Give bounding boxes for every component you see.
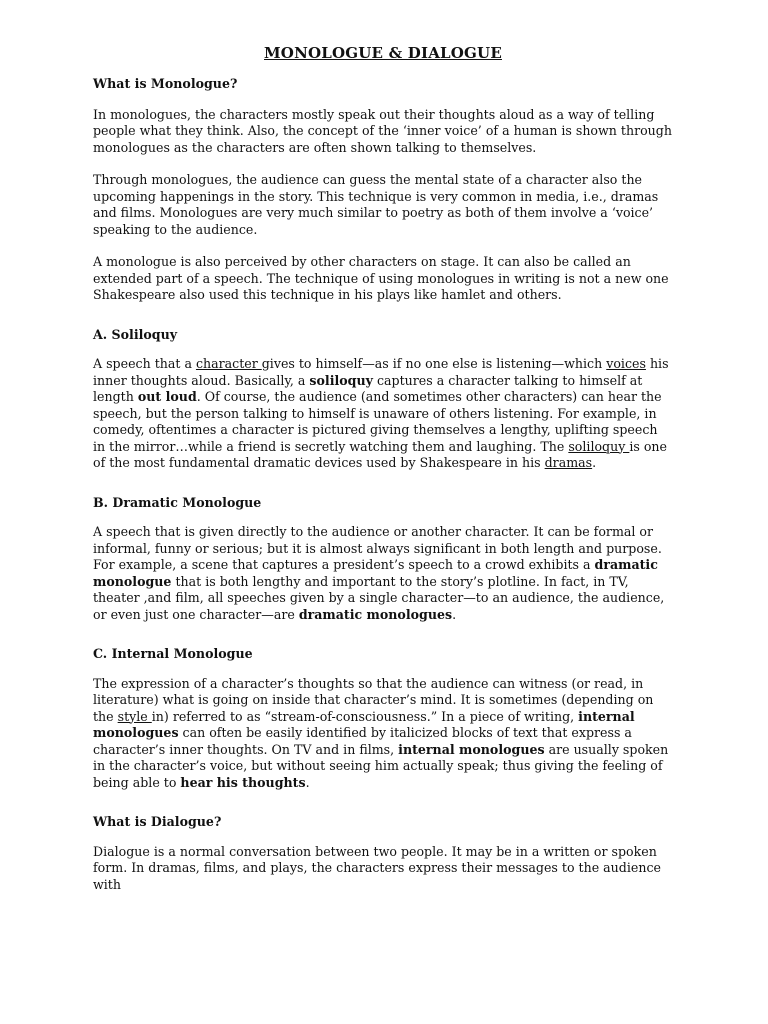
bold-term-out-loud: out loud: [137, 389, 197, 404]
heading-soliloquy: A. Soliloquy: [93, 326, 178, 342]
text-run: . Of course, the audience (and sometimes other characters) can hear the speech, but the person talking to himself is unaware of others listening. For example, in comedy, oftentimes a character is pictured giving themselves a lengthy, uplifting speech in the mirror…while a friend is secretly watching them and laughing. The: [93, 389, 662, 454]
dialogue-paragraph: Dialogue is a normal conversation between two people. It may be in a written or spoken form. In dramas, films, and plays, the characters express their messages to the audience with: [93, 843, 661, 892]
monologue-paragraph-2: Through monologues, the audience can guess the mental state of a character also the upcoming happenings in the story. This technique is very common in media, i.e., dramas and films. Monologues are very much similar to poetry as both of them involve a ‘voice’ speaking to the audience.: [93, 172, 659, 237]
bold-term-dramatic-monologue: dramatic monologue: [93, 557, 658, 589]
text-run: gives to himself—as if no one else is listening—which: [261, 356, 607, 371]
text-run: The expression of a character’s thoughts so that the audience can witness (or read, in literature) what is going on inside that character’s mind. It is sometimes (depending on the: [93, 675, 654, 724]
text-run: is one of the most fundamental dramatic devices used by Shakespeare in his: [93, 438, 667, 470]
document-page: [93, 44, 673, 893]
heading-internal-monologue: C. Internal Monologue: [93, 646, 253, 661]
soliloquy-paragraph: [93, 356, 673, 472]
text-run: A speech that is given directly to the audience or another character. It can be formal or informal, funny or serious; but it is almost always significant in both length and purpose. For example, a scene that captures a president’s speech to a crowd exhibits a: [93, 524, 662, 572]
text-run: captures a character talking to himself at length: [93, 372, 643, 404]
text-run: A speech that a: [93, 356, 196, 371]
document-title: MONOLOGUE & DIALOGUE: [264, 44, 502, 62]
text-run: .: [592, 455, 597, 470]
bold-term-internal-monologues-2: internal monologues: [398, 741, 545, 757]
bold-term-internal-monologues: internal monologues: [93, 708, 635, 740]
link-dramas[interactable]: dramas: [544, 455, 593, 470]
link-voices[interactable]: voices: [606, 356, 646, 371]
monologue-paragraph-1: In monologues, the characters mostly speak out their thoughts aloud as a way of telling people what they think. Also, the concept of the ‘inner voice’ of a human is shown through monologues as the characters are often shown talking to themselves.: [93, 106, 672, 155]
text-run: that is both lengthy and important to the story’s plotline. In fact, in TV, theater ,and film, all speeches given by a single character—to an audience, the audience, or even just one character—are: [93, 573, 665, 622]
link-character[interactable]: character: [195, 356, 262, 371]
bold-term-hear-his-thoughts: hear his thoughts: [180, 774, 306, 790]
dramatic-monologue-paragraph: [93, 524, 673, 623]
text-run: his inner thoughts aloud. Basically, a: [93, 356, 669, 388]
bold-term-soliloquy: soliloquy: [309, 372, 373, 388]
link-soliloquy[interactable]: soliloquy: [568, 438, 630, 454]
text-run: .: [452, 606, 457, 622]
heading-what-is-monologue: What is Monologue?: [93, 76, 238, 91]
text-run: are usually spoken in the character’s voice, but without seeing him actually speak; thus giving the feeling of being able to: [93, 741, 669, 790]
monologue-paragraph-3: A monologue is also perceived by other characters on stage. It can also be called an extended part of a speech. The technique of using monologues in writing is not a new one Shakespeare also used this technique in his plays like hamlet and others.: [93, 254, 669, 302]
bold-term-dramatic-monologues: dramatic monologues: [298, 606, 453, 622]
text-run: .: [305, 774, 310, 790]
link-style[interactable]: style: [117, 708, 152, 724]
heading-what-is-dialogue: What is Dialogue?: [93, 814, 222, 829]
internal-monologue-paragraph: [93, 676, 673, 792]
text-run: can often be easily identified by italicized blocks of text that express a character’s inner thoughts. On TV and in films,: [93, 725, 632, 757]
heading-dramatic-monologue: B. Dramatic Monologue: [93, 494, 262, 510]
text-run: in) referred to as “stream-of-consciousness.” In a piece of writing,: [151, 708, 579, 724]
